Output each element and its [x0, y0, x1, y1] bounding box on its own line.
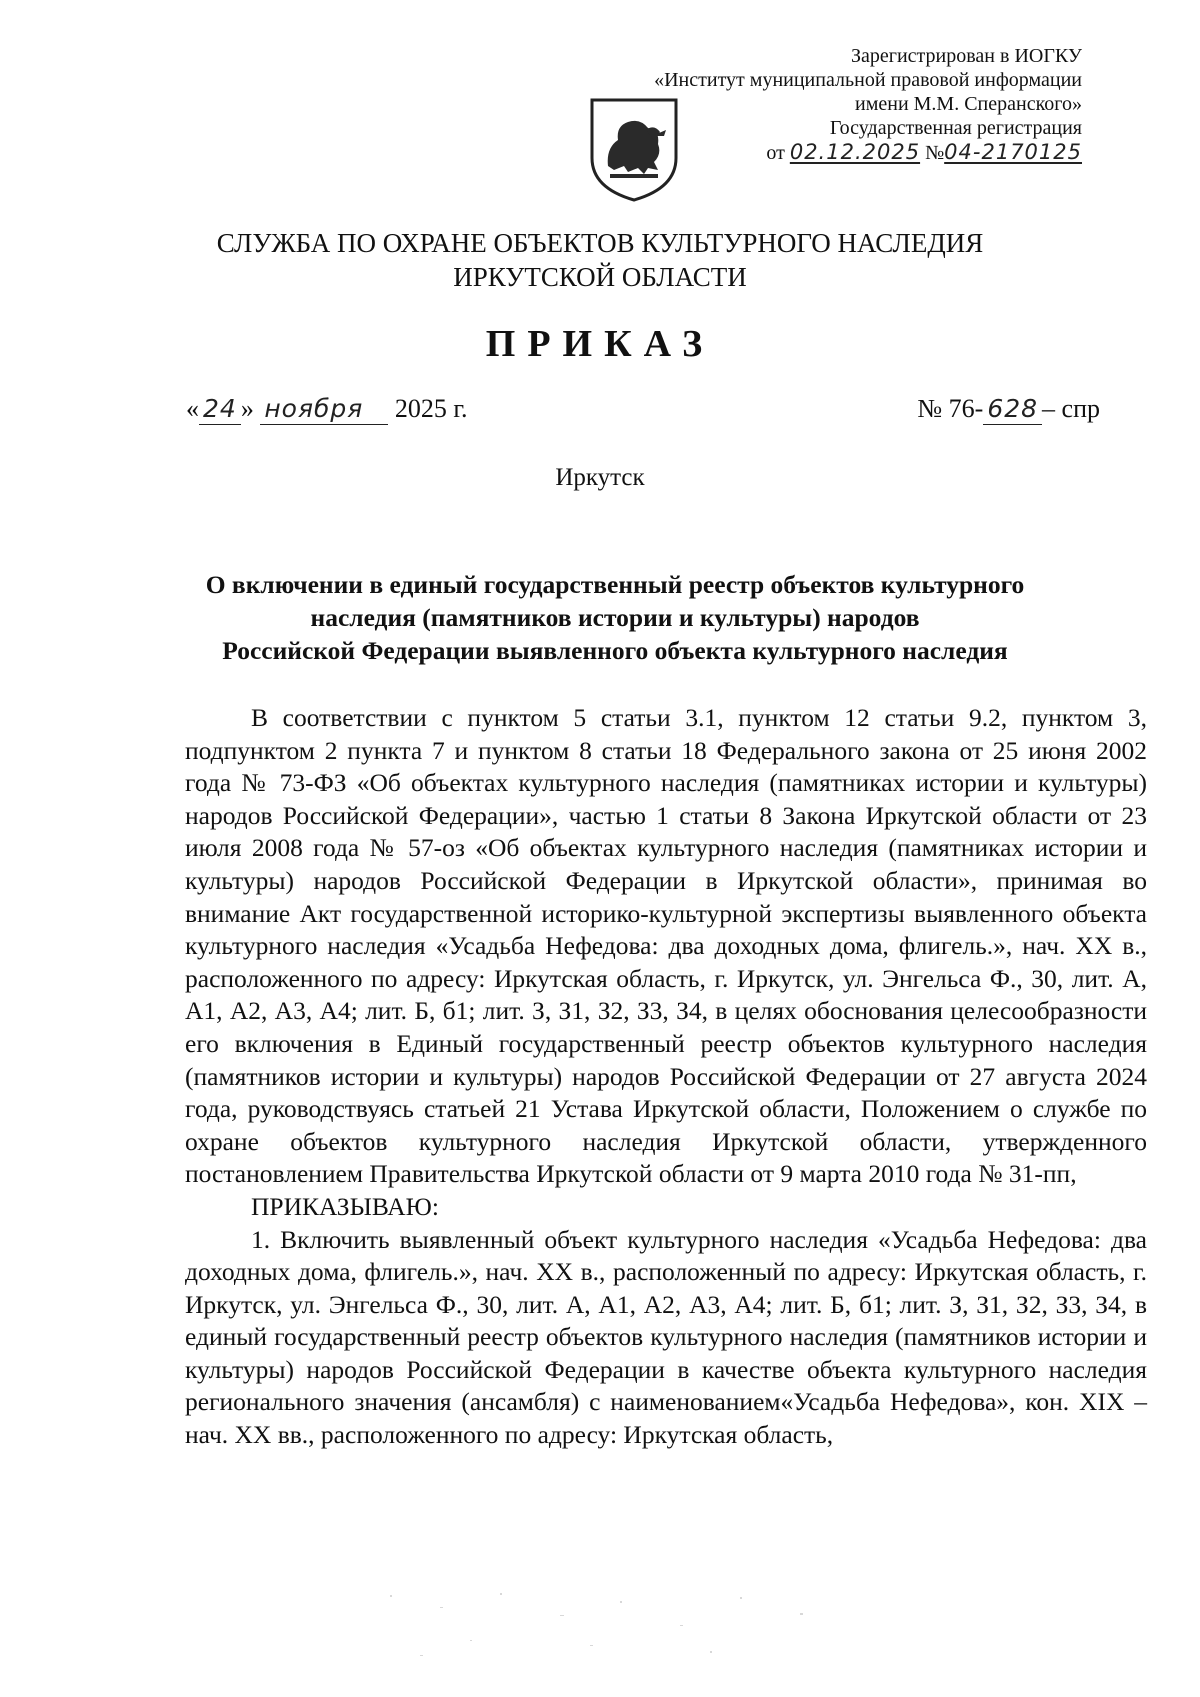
document-type-title: ПРИКАЗ	[485, 323, 715, 365]
subject-line-2: наследия (памятников истории и культуры) народов	[310, 603, 920, 632]
registration-line-3: имени М.М. Сперанского»	[855, 93, 1082, 115]
registration-date: 02.12.2025	[789, 140, 921, 164]
order-number-prefix: № 76-	[917, 394, 984, 423]
agency-line-1: СЛУЖБА ПО ОХРАНЕ ОБЪЕКТОВ КУЛЬТУРНОГО НАСЛЕДИЯ	[216, 228, 984, 258]
order-month: ноября	[260, 394, 388, 425]
item-1-paragraph: 1. Включить выявленный объект культурного наследия «Усадьба Нефедова: два доходных дома, флигель.», нач. XX в., расположенный по адресу: Иркутская область, г. Иркутск, ул. Энгельса Ф., 30, лит. А, А1, А2, А3, А4; лит. Б, б1; лит. З, З1, З2, З3, З4, в единый государственный реестр объектов культурного наследия (памятников истории и культуры) народов Российской Федерации в качестве объекта культурного наследия регионального значения (ансамбля) с наименованием«Усадьба Нефедова», кон. XIX – нач. XX вв., расположенного по адресу: Иркутская область,	[185, 1224, 1147, 1450]
city-name: Иркутск	[555, 464, 645, 491]
subject-line-3: Российской Федерации выявленного объекта культурного наследия	[222, 636, 1008, 665]
date-quote-open: «	[186, 394, 199, 423]
order-number	[917, 394, 1100, 425]
coat-of-arms-icon	[588, 96, 680, 204]
registration-date-number	[654, 140, 1082, 165]
shield-emblem-icon	[588, 96, 680, 204]
order-body	[185, 702, 1147, 1452]
registration-no-prefix: №	[925, 142, 945, 164]
subject-line-1: О включении в единый государственный реестр объектов культурного	[205, 570, 1025, 599]
order-day: 24	[199, 394, 241, 425]
order-year: 2025 г.	[394, 394, 468, 423]
registration-line-4: Государственная регистрация	[829, 117, 1082, 139]
scan-noise-decoration	[380, 1585, 840, 1665]
date-quote-close: »	[240, 394, 254, 423]
order-word: ПРИКАЗЫВАЮ:	[251, 1191, 439, 1221]
registration-line-2: «Институт муниципальной правовой информации	[654, 69, 1082, 91]
registration-line-1: Зарегистрирован в ИОГКУ	[851, 45, 1082, 67]
registration-number: 04-2170125	[944, 140, 1082, 164]
order-date	[186, 394, 468, 425]
registration-from-prefix: от	[766, 142, 785, 164]
agency-name	[0, 226, 1200, 294]
agency-line-2: ИРКУТСКОЙ ОБЛАСТИ	[453, 262, 747, 292]
order-number-suffix: – спр	[1042, 394, 1100, 423]
order-subject	[160, 568, 1070, 667]
order-number-handwritten: 628	[983, 394, 1042, 425]
registration-stamp	[654, 44, 1082, 165]
preamble-paragraph: В соответствии с пунктом 5 статьи 3.1, пунктом 12 статьи 9.2, пунктом 3, подпунктом 2 пункта 7 и пунктом 8 статьи 18 Федерального закона от 25 июня 2002 года № 73-ФЗ «Об объектах культурного наследия (памятниках истории и культуры) народов Российской Федерации», частью 1 статьи 8 Закона Иркутской области от 23 июля 2008 года № 57-оз «Об объектах культурного наследия (памятниках истории и культуры) народов Российской Федерации в Иркутской области», принимая во внимание Акт государственной историко-культурной экспертизы выявленного объекта культурного наследия «Усадьба Нефедова: два доходных дома, флигель.», нач. XX в., расположенного по адресу: Иркутская область, г. Иркутск, ул. Энгельса Ф., 30, лит. А, А1, А2, А3, А4; лит. Б, б1; лит. З, З1, З2, З3, З4, в целях обоснования целесообразности его включения в Единый государственный реестр объектов культурного наследия (памятников истории и культуры) народов Российской Федерации от 27 августа 2024 года, руководствуясь статьей 21 Устава Иркутской области, Положением о службе по охране объектов культурного наследия Иркутской области, утвержденного постановлением Правительства Иркутской области от 9 марта 2010 года № 31-пп,	[185, 703, 1147, 1189]
